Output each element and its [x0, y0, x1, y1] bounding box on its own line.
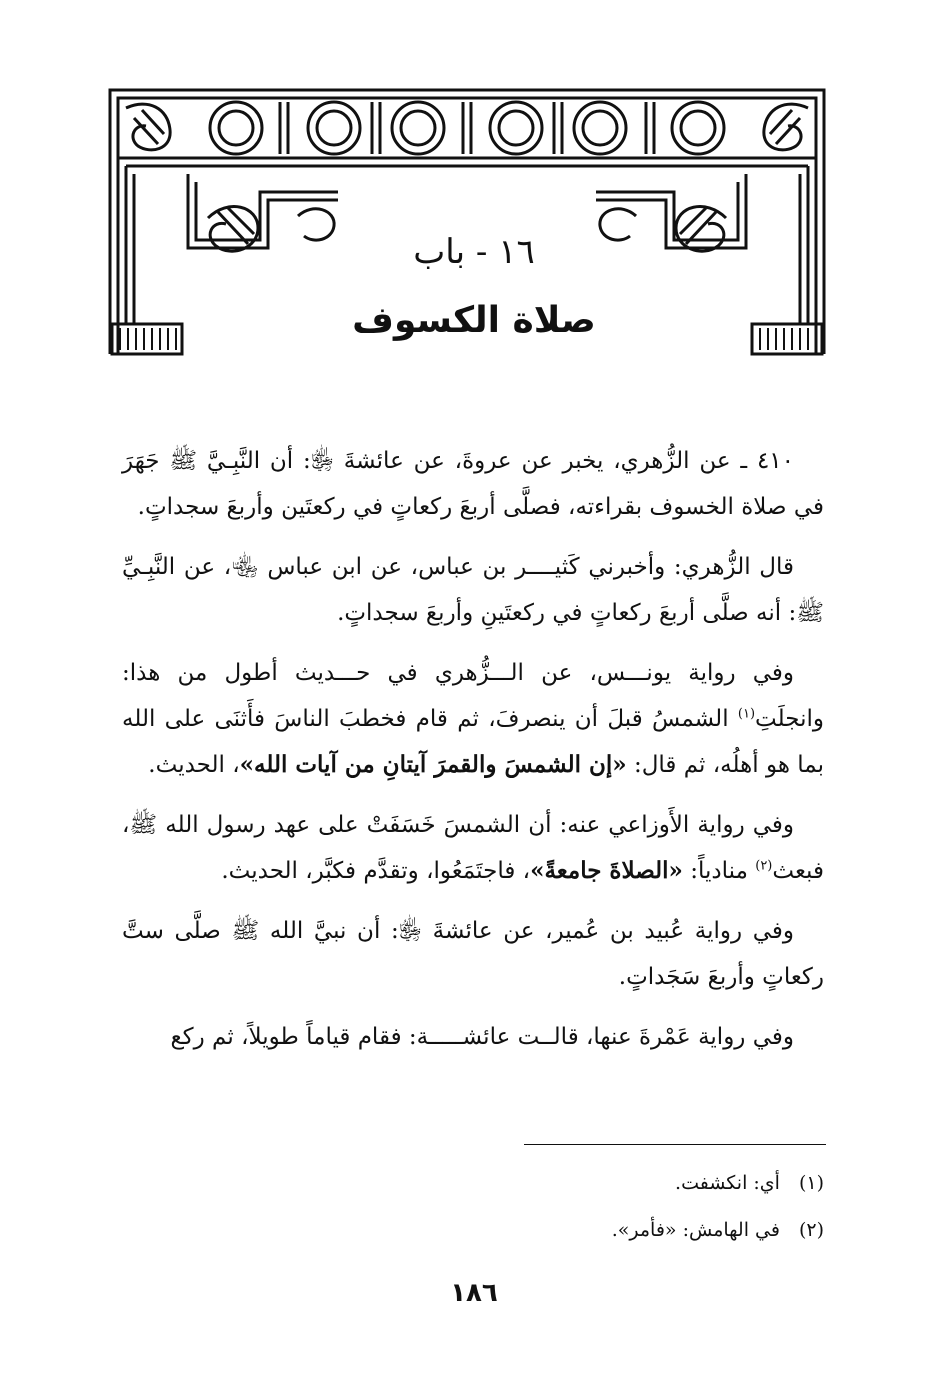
quoted-hadith-text: «الصلاةَ جامعةً»: [530, 857, 683, 884]
paragraph: [122, 802, 824, 894]
chapter-label: ١٦ - باب: [413, 232, 535, 272]
paragraph-text: وفي رواية يونـــس، عن الـــزُّهري في حـــديث أطول من هذا: وانجلَتِ: [122, 660, 824, 732]
page-number: ١٨٦: [450, 1278, 498, 1308]
paragraph: [122, 650, 824, 788]
paragraph-text: وفي رواية عُبيد بن عُمير، عن عائشةَ ﵂: أن نبيَّ الله ﷺ صلَّى ستَّ ركعاتٍ وأربعَ سَجَداتٍ.: [122, 918, 824, 990]
paragraph-text: وفي رواية عَمْرةَ عنها، قالــت عائشـــــة: فقام قياماً طويلاً، ثم ركع: [170, 1024, 794, 1050]
paragraph-text: قال الزُّهري: وأخبرني كَثيــــر بن عباس، عن ابن عباس ﵄، عن النَّبِـيِّ ﷺ: أنه صلَّى أربعَ ركعاتٍ في ركعتَينِ وأربعَ سجداتٍ.: [122, 554, 824, 626]
chapter-title: صلاة الكسوف: [352, 300, 596, 341]
footnote-marker: (١): [737, 706, 756, 722]
paragraph-text: وفي رواية الأَوزاعي عنه: أن الشمسَ خَسَفَتْ على عهد رسول الله ﷺ، فبعث: [122, 812, 824, 884]
footnote: [122, 1160, 824, 1207]
paragraph: [122, 544, 824, 636]
footnote-number: (١): [798, 1172, 824, 1194]
paragraph-text: الشمسُ قبلَ أن ينصرفَ، ثم قام فخطبَ الناسَ فأَثنَى على الله بما هو أهلُه، ثم قال:: [122, 706, 824, 778]
paragraph: [122, 1014, 824, 1060]
paragraph-text: ٤١٠ ـ عن الزُّهري، يخبر عن عروةَ، عن عائشةَ ﵂: أن النَّبِـيَّ ﷺ جَهَرَ في صلاة الخسوف بقراءته، فصلَّى أربعَ ركعاتٍ في ركعتَين وأربعَ سجداتٍ.: [122, 448, 824, 520]
footnote: [122, 1207, 824, 1254]
quoted-hadith-text: «إن الشمسَ والقمرَ آيتانِ من آيات الله»: [239, 751, 627, 778]
paragraph-text: منادياً:: [682, 858, 756, 884]
footnote-text: أي: انكشفت.: [675, 1172, 780, 1194]
paragraph: [122, 908, 824, 1000]
footnote-number: (٢): [798, 1219, 824, 1241]
footnote-separator: [524, 1144, 826, 1145]
body-text: [122, 438, 824, 1074]
footnote-marker: (٢): [755, 858, 773, 874]
paragraph-text: ، الحديث.: [148, 752, 240, 778]
paragraph: [122, 438, 824, 530]
paragraph-text: ، فاجتَمَعُوا، وتقدَّم فكبَّر، الحديث.: [221, 858, 531, 884]
footnotes: [122, 1160, 824, 1254]
footnote-text: في الهامش: «فأمر».: [611, 1219, 780, 1241]
